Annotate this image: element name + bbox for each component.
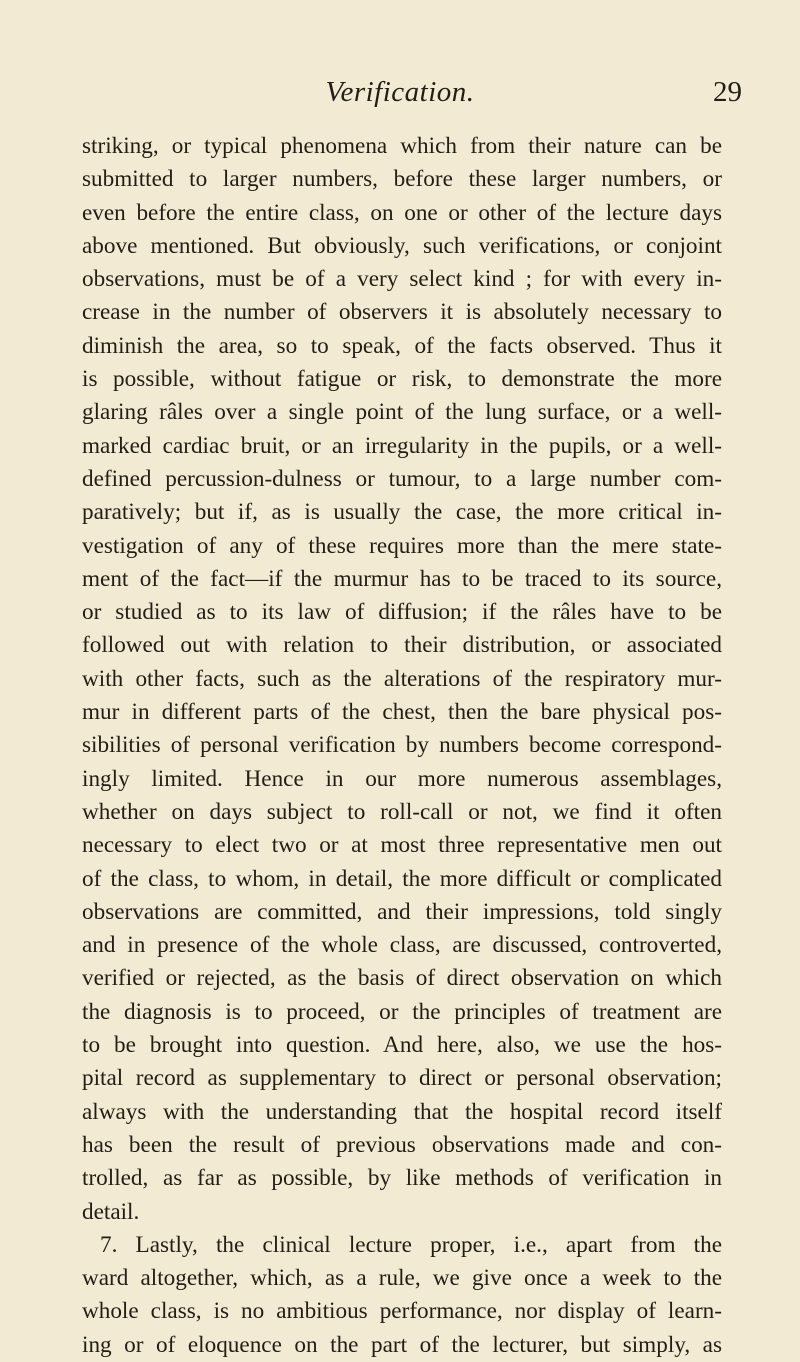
text-line: pital record as supplementary to direct or personal observation; [82,1065,722,1092]
body-text [82,130,722,1362]
text-line: to be brought into question. And here, also, we use the hos- [82,1032,722,1059]
text-line: has been the result of previous observations made and con- [82,1131,722,1158]
text-line: vestigation of any of these requires more than the mere state- [82,532,722,559]
text-line: paratively; but if, as is usually the case, the more critical in- [82,499,722,526]
text-line: and in presence of the whole class, are discussed, controverted, [82,932,722,959]
running-title: Verification. [325,76,475,108]
text-line: necessary to elect two or at most three representative men out [82,832,722,859]
text-line: even before the entire class, on one or other of the lecture days [82,199,722,226]
text-line: ingly limited. Hence in our more numerous assemblages, [82,765,722,792]
text-line: crease in the number of observers it is absolutely necessary to [82,299,722,326]
text-line: the diagnosis is to proceed, or the principles of treatment are [82,998,722,1025]
text-line: marked cardiac bruit, or an irregularity in the pupils, or a well- [82,432,722,459]
text-line: observations, must be of a very select kind ; for with every in- [82,266,722,293]
text-line: with other facts, such as the alterations of the respiratory mur- [82,665,722,692]
text-line: whether on days subject to roll-call or not, we find it often [82,798,722,825]
text-line: always with the understanding that the hospital record itself [82,1098,722,1125]
text-line: trolled, as far as possible, by like methods of verification in [82,1165,722,1192]
text-line: ing or of eloquence on the part of the lecturer, but simply, as [82,1331,722,1358]
page-number: 29 [713,76,742,108]
text-line: striking, or typical phenomena which from their nature can be [82,133,722,159]
text-line: of the class, to whom, in detail, the more difficult or complicated [82,865,722,892]
text-line: mur in different parts of the chest, then the bare physical pos- [82,699,722,726]
text-line: is possible, without fatigue or risk, to demonstrate the more [82,366,722,393]
text-line: ward altogether, which, as a rule, we give once a week to the [82,1265,722,1292]
text-line: sibilities of personal verification by numbers become correspond- [82,732,722,759]
text-line: diminish the area, so to speak, of the facts observed. Thus it [82,332,722,359]
text-line: observations are committed, and their impressions, told singly [82,898,722,925]
text-line: or studied as to its law of diffusion; if the râles have to be [82,599,722,626]
text-line: ment of the fact—if the murmur has to be traced to its source, [82,565,722,592]
text-line: defined percussion-dulness or tumour, to a large number com- [82,465,722,492]
text-line: above mentioned. But obviously, such verifications, or conjoint [82,232,722,259]
text-line: glaring râles over a single point of the lung surface, or a well- [82,399,722,426]
paragraph-end-line: detail. [82,1198,140,1225]
page-header [0,76,800,116]
text-line: submitted to larger numbers, before these larger numbers, or [82,166,722,193]
text-line: followed out with relation to their distribution, or associated [82,632,722,659]
text-line: verified or rejected, as the basis of direct observation on which [82,965,722,992]
text-line: whole class, is no ambitious performance, nor display of learn- [82,1298,722,1325]
paragraph-start-line: 7. Lastly, the clinical lecture proper, i.e., apart from the [100,1231,722,1258]
